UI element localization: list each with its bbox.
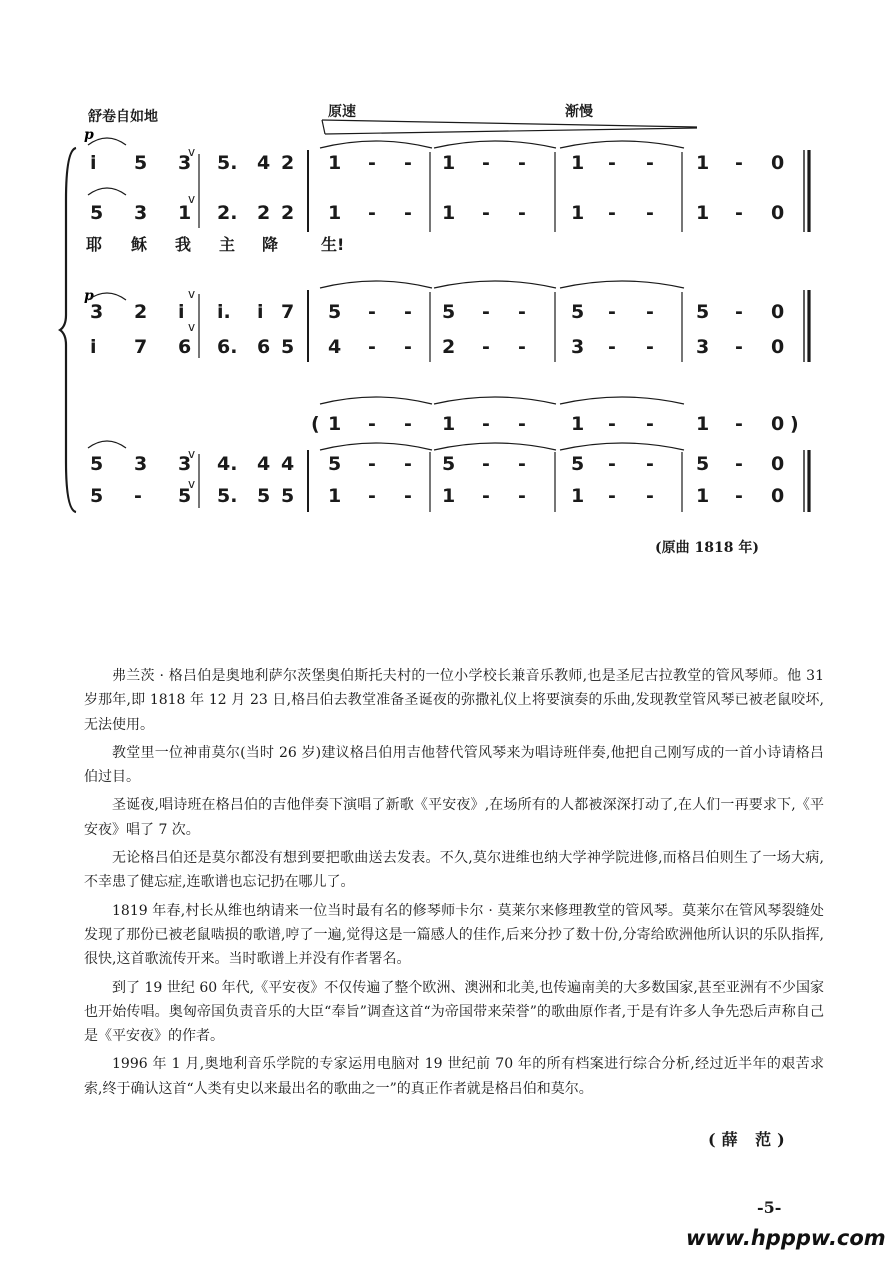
- paren-note: -: [608, 413, 616, 435]
- article-paragraph: 弗兰茨 · 格吕伯是奥地利萨尔茨堡奥伯斯托夫村的一位小学校长兼音乐教师,也是圣尼古拉教堂的管风琴师。他 31 岁那年,即 1818 年 12 月 23 日,格吕伯去教堂准备圣诞夜的弥撒礼仪上将要演奏的乐曲,发现教堂管风琴已被老鼠咬坏,无法使用。: [84, 668, 824, 733]
- score-note: 5: [257, 485, 271, 507]
- score-note: 7: [281, 301, 295, 323]
- score-note: 2: [134, 301, 148, 323]
- dynamic-mark-top: p: [84, 127, 94, 143]
- score-note: 2: [281, 152, 295, 174]
- slur: [320, 397, 432, 404]
- score-note: 0: [771, 301, 785, 323]
- score-note: -: [404, 301, 412, 323]
- score-note: 5: [134, 152, 148, 174]
- score-note: -: [646, 152, 654, 174]
- site-watermark: www.hpppw.com: [686, 1226, 886, 1250]
- score-note: 0: [771, 336, 785, 358]
- slur: [434, 281, 556, 288]
- score-note: -: [368, 336, 376, 358]
- score-note: 5: [571, 301, 585, 323]
- score-note: 5.: [217, 152, 238, 174]
- score-note: 4: [281, 453, 295, 475]
- slur: [560, 141, 684, 148]
- score-note: -: [518, 453, 526, 475]
- lyric-syllable: 主: [219, 235, 236, 254]
- score-note: -: [404, 202, 412, 224]
- score-note: -: [646, 301, 654, 323]
- score-note: 1: [696, 485, 710, 507]
- score-note: 1: [696, 152, 710, 174]
- score-note: 1: [328, 152, 342, 174]
- lyric-syllable: 我: [175, 235, 192, 254]
- score-note: -: [404, 336, 412, 358]
- lyric-syllable: 耶: [86, 235, 103, 254]
- score-note: 5: [328, 453, 342, 475]
- page-number: -5-: [757, 1198, 782, 1217]
- score-note: 1: [442, 152, 456, 174]
- score-note: 3: [696, 336, 710, 358]
- score-note: 5: [178, 485, 192, 507]
- slur: [434, 443, 556, 450]
- paren-note: 1: [696, 413, 710, 435]
- paren-note: 0: [771, 413, 785, 435]
- score-note: 2: [257, 202, 271, 224]
- score-note: -: [404, 453, 412, 475]
- parenthesized-line: [311, 413, 799, 435]
- score-note: -: [482, 336, 490, 358]
- tempo-mark-jianman: 渐慢: [565, 104, 593, 120]
- voice-row-v4: [90, 336, 784, 358]
- dynamic-mark-middle: p: [84, 288, 94, 304]
- score-note: 3: [571, 336, 585, 358]
- score-note: -: [608, 301, 616, 323]
- score-note: 5: [328, 301, 342, 323]
- score-note: 3: [178, 152, 192, 174]
- score-note: -: [735, 202, 743, 224]
- score-note: -: [608, 336, 616, 358]
- article-paragraph: 圣诞夜,唱诗班在格吕伯的吉他伴奏下演唱了新歌《平安夜》,在场所有的人都被深深打动了,在人们一再要求下,《平安夜》唱了 7 次。: [84, 797, 824, 838]
- paren-open: (: [311, 413, 320, 435]
- score-note: 5: [571, 453, 585, 475]
- score-note: -: [735, 301, 743, 323]
- author-credit: (薛 范): [708, 1130, 791, 1149]
- breath-mark: v: [188, 192, 196, 206]
- article-paragraph: 到了 19 世纪 60 年代,《平安夜》不仅传遍了整个欧洲、澳洲和北美,也传遍南美的大多数国家,甚至亚洲有不少国家也开始传唱。奥匈帝国负责音乐的大臣“奉旨”调查这首“为帝国带来荣誉”的歌曲原作者,于是有许多人争先恐后声称自己是《平安夜》的作者。: [84, 979, 824, 1045]
- lyric-syllable: 稣: [131, 235, 148, 254]
- score-note: i: [90, 336, 97, 358]
- score-note: 1: [696, 202, 710, 224]
- paren-close: ): [790, 413, 799, 435]
- score-note: -: [368, 485, 376, 507]
- score-note: 7: [134, 336, 148, 358]
- article-paragraph: 教堂里一位神甫莫尔(当时 26 岁)建议格吕伯用吉他替代管风琴来为唱诗班伴奏,他把自己刚写成的一首小诗请格吕伯过目。: [84, 744, 824, 786]
- score-note: -: [482, 152, 490, 174]
- score-note: -: [518, 336, 526, 358]
- score-note: 1: [571, 152, 585, 174]
- score-note: i: [178, 301, 185, 323]
- score-note: 5: [90, 485, 104, 507]
- score-note: 0: [771, 152, 785, 174]
- score-note: -: [482, 485, 490, 507]
- score-note: 3: [90, 301, 104, 323]
- score-note: 1: [442, 485, 456, 507]
- lyrics-row: [86, 235, 344, 254]
- score-note: 6: [257, 336, 271, 358]
- score-note: -: [518, 301, 526, 323]
- score-note: -: [518, 202, 526, 224]
- article-paragraph: 1996 年 1 月,奥地利音乐学院的专家运用电脑对 19 世纪前 70 年的所有档案进行综合分析,经过近半年的艰苦求索,终于确认这首“人类有史以来最出名的歌曲之一”的真正作者就是格吕伯和莫尔。: [84, 1056, 824, 1097]
- score-note: 5: [696, 453, 710, 475]
- tempo-mark-left: 舒卷自如地: [88, 109, 158, 125]
- slur: [88, 188, 126, 195]
- score-note: 2.: [217, 202, 238, 224]
- score-note: -: [482, 202, 490, 224]
- score-note: 5: [281, 336, 295, 358]
- score-note: -: [608, 152, 616, 174]
- slur: [88, 441, 126, 448]
- score-note: -: [735, 336, 743, 358]
- lyric-syllable: 降: [262, 235, 279, 254]
- breath-mark: v: [188, 287, 196, 301]
- score-note: 5: [442, 453, 456, 475]
- score-note: 5.: [217, 485, 238, 507]
- slur: [434, 397, 556, 404]
- score-note: 5: [90, 202, 104, 224]
- original-year-note: (原曲 1818 年): [655, 540, 759, 556]
- score-note: -: [482, 453, 490, 475]
- score-note: -: [518, 485, 526, 507]
- paren-note: 1: [571, 413, 585, 435]
- score-note: 5: [696, 301, 710, 323]
- ritardando-hairpin: [322, 120, 697, 134]
- music-score: [0, 0, 888, 560]
- slur: [434, 141, 556, 148]
- score-note: 1: [328, 202, 342, 224]
- score-note: 1: [442, 202, 456, 224]
- slur: [320, 141, 432, 148]
- slur: [560, 443, 684, 450]
- score-note: 4: [328, 336, 342, 358]
- paren-note: -: [404, 413, 412, 435]
- score-note: 4.: [217, 453, 238, 475]
- score-note: -: [518, 152, 526, 174]
- score-note: 0: [771, 453, 785, 475]
- score-note: 5: [90, 453, 104, 475]
- score-note: -: [482, 301, 490, 323]
- score-note: 0: [771, 485, 785, 507]
- score-note: -: [404, 152, 412, 174]
- score-note: -: [368, 453, 376, 475]
- score-note: -: [404, 485, 412, 507]
- score-note: 2: [442, 336, 456, 358]
- score-note: 3: [178, 453, 192, 475]
- score-note: 1: [178, 202, 192, 224]
- score-note: 1: [571, 485, 585, 507]
- score-note: -: [735, 453, 743, 475]
- score-note: 5: [442, 301, 456, 323]
- score-note: 0: [771, 202, 785, 224]
- score-note: 1: [571, 202, 585, 224]
- breath-mark: v: [188, 477, 196, 491]
- score-note: 6.: [217, 336, 238, 358]
- score-note: 6: [178, 336, 192, 358]
- slur: [320, 443, 432, 450]
- score-note: i: [257, 301, 264, 323]
- score-note: -: [368, 152, 376, 174]
- paren-note: 1: [442, 413, 456, 435]
- breath-mark: v: [188, 447, 196, 461]
- slur: [560, 281, 684, 288]
- score-note: i: [90, 152, 97, 174]
- score-note: -: [646, 336, 654, 358]
- breath-mark: v: [188, 145, 196, 159]
- article-body: [84, 664, 824, 1105]
- score-note: -: [134, 485, 142, 507]
- score-note: 4: [257, 453, 271, 475]
- score-note: 4: [257, 152, 271, 174]
- slur: [320, 281, 432, 288]
- paren-note: -: [646, 413, 654, 435]
- slur: [560, 397, 684, 404]
- score-note: -: [368, 202, 376, 224]
- breath-mark: v: [188, 320, 196, 334]
- paren-note: -: [368, 413, 376, 435]
- tempo-mark-yuansu: 原速: [328, 104, 356, 120]
- paren-note: -: [735, 413, 743, 435]
- score-note: -: [608, 453, 616, 475]
- score-note: -: [368, 301, 376, 323]
- score-note: 3: [134, 202, 148, 224]
- score-note: -: [646, 453, 654, 475]
- paren-note: -: [482, 413, 490, 435]
- score-note: -: [608, 485, 616, 507]
- score-note: 3: [134, 453, 148, 475]
- score-note: -: [735, 152, 743, 174]
- score-note: 5: [281, 485, 295, 507]
- paren-note: -: [518, 413, 526, 435]
- score-note: i.: [217, 301, 231, 323]
- article-paragraph: 无论格吕伯还是莫尔都没有想到要把歌曲送去发表。不久,莫尔进维也纳大学神学院进修,而格吕伯则生了一场大病,不幸患了健忘症,连歌谱也忘记扔在哪儿了。: [84, 850, 824, 891]
- article-paragraph: 1819 年春,村长从维也纳请来一位当时最有名的修琴师卡尔 · 莫莱尔来修理教堂的管风琴。莫莱尔在管风琴裂缝处发现了那份已被老鼠啮损的歌谱,哼了一遍,觉得这是一篇感人的佳作,后来分抄了数十份,分寄给欧洲他所认识的乐队指挥,很快,这首歌流传开来。当时歌谱上并没有作者署名。: [84, 902, 824, 968]
- score-note: 1: [328, 485, 342, 507]
- lyric-syllable: 生!: [321, 235, 345, 254]
- system-brace: [60, 148, 76, 512]
- score-note: -: [646, 202, 654, 224]
- score-note: -: [608, 202, 616, 224]
- score-note: -: [646, 485, 654, 507]
- score-note: -: [735, 485, 743, 507]
- paren-note: 1: [328, 413, 342, 435]
- score-note: 2: [281, 202, 295, 224]
